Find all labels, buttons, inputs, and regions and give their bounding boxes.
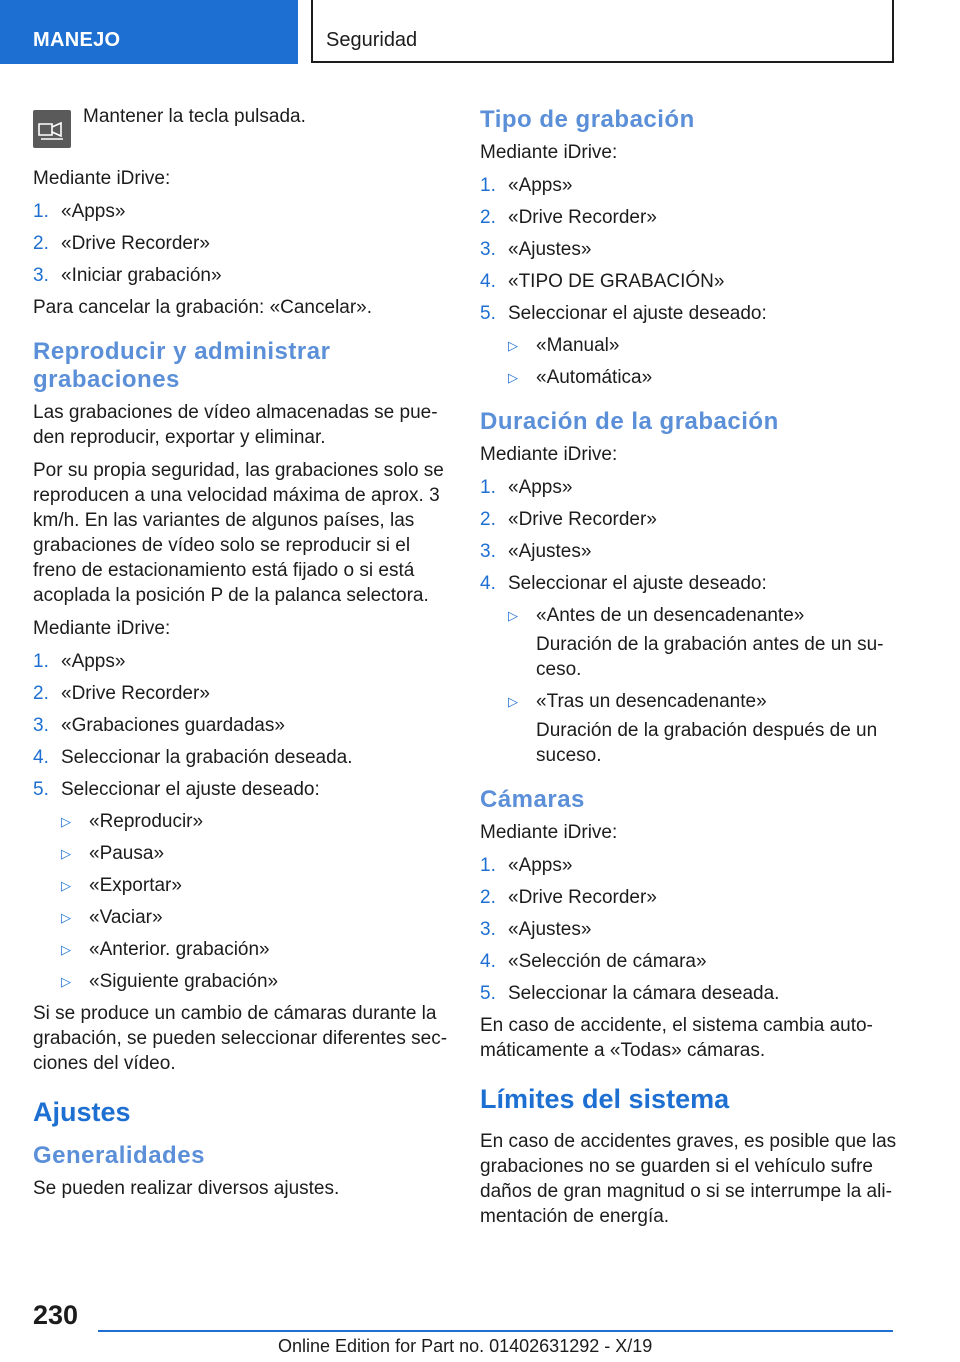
- step-number: 3.: [480, 919, 496, 940]
- step-number: 4.: [480, 271, 496, 292]
- option-item: [61, 809, 448, 834]
- triangle-bullet-icon: ▷: [61, 974, 71, 989]
- step-item: [480, 949, 900, 974]
- intro-text: Mantener la tecla pulsada.: [83, 106, 306, 127]
- step-text: «Drive Recorder»: [508, 887, 657, 908]
- option-text: «Vaciar»: [89, 907, 163, 928]
- triangle-bullet-icon: ▷: [508, 608, 518, 623]
- step-item: [480, 571, 900, 596]
- step-text: Seleccionar la cámara deseada.: [508, 983, 780, 1004]
- idrive-label: Mediante iDrive:: [33, 168, 171, 189]
- section-title: MANEJO: [33, 29, 121, 51]
- chapter-tab: [311, 0, 894, 63]
- option-text: «Siguiente grabación»: [89, 971, 279, 992]
- option-item: [508, 333, 900, 358]
- step-number: 2.: [480, 509, 496, 530]
- step-number: 4.: [480, 573, 496, 594]
- steps-list: [480, 475, 900, 596]
- intro-row: [33, 100, 448, 148]
- idrive-label: Mediante iDrive:: [33, 618, 171, 639]
- option-item: [61, 873, 448, 898]
- option-text: «Anterior. grabación»: [89, 939, 270, 960]
- page-number: 230: [33, 1300, 79, 1330]
- edition-text: Online Edition for Part no. 01402631292 - X/19: [278, 1336, 653, 1356]
- step-text: «Iniciar grabación»: [61, 265, 222, 286]
- heading-ajustes: Ajustes: [33, 1097, 131, 1127]
- step-item: [480, 507, 900, 532]
- step-item: [480, 173, 900, 198]
- option-text: «Automática»: [536, 367, 653, 388]
- step-text: «Apps»: [508, 175, 573, 196]
- left-column: [33, 100, 448, 1209]
- chapter-title: Seguridad: [326, 29, 418, 51]
- step-item: [33, 649, 448, 674]
- step-text: «TIPO DE GRABACIÓN»: [508, 271, 725, 292]
- heading-generalidades: Generalidades: [33, 1142, 205, 1169]
- step-number: 3.: [480, 541, 496, 562]
- triangle-bullet-icon: ▷: [61, 814, 71, 829]
- right-column: [480, 100, 900, 1237]
- triangle-bullet-icon: ▷: [61, 942, 71, 957]
- heading-reproducir: Reproducir y administrar grabaciones: [33, 338, 331, 393]
- step-item: [480, 539, 900, 564]
- step-item: [33, 263, 448, 288]
- option-item: [508, 689, 900, 768]
- step-item: [33, 713, 448, 738]
- step-number: 2.: [480, 207, 496, 228]
- paragraph: Si se produce un cambio de cámaras durante la grabación, se pueden seleccionar diferentes sec-ciones del vídeo.: [33, 1003, 448, 1074]
- paragraph: Las grabaciones de vídeo almacenadas se pue-den reproducir, exportar y eliminar.: [33, 402, 438, 448]
- step-text: Seleccionar la grabación deseada.: [61, 747, 353, 768]
- option-item: [508, 365, 900, 390]
- option-item: [61, 841, 448, 866]
- step-text: «Apps»: [508, 855, 573, 876]
- options-list: [480, 333, 900, 390]
- step-number: 1.: [480, 477, 496, 498]
- heading-limites: Límites del sistema: [480, 1084, 730, 1114]
- paragraph: Por su propia seguridad, las grabaciones solo se reproducen a una velocidad máxima de aprox. 3 km/h. En las variantes de algunos países, las grabaciones de vídeo solo se reproducir si el freno de estacionamiento está fijado o si está acoplada la posición P de la palanca selectora.: [33, 460, 444, 606]
- step-number: 1.: [480, 175, 496, 196]
- step-text: «Drive Recorder»: [61, 233, 210, 254]
- step-number: 2.: [33, 233, 49, 254]
- option-text: «Pausa»: [89, 843, 165, 864]
- step-item: [480, 237, 900, 262]
- steps-list: [480, 853, 900, 1006]
- step-item: [480, 885, 900, 910]
- step-item: [480, 853, 900, 878]
- step-item: [480, 475, 900, 500]
- step-number: 1.: [480, 855, 496, 876]
- heading-tipo: Tipo de grabación: [480, 106, 695, 133]
- option-item: [61, 969, 448, 994]
- step-item: [480, 269, 900, 294]
- step-text: Seleccionar el ajuste deseado:: [508, 303, 767, 324]
- step-text: «Apps»: [61, 651, 126, 672]
- step-item: [480, 981, 900, 1006]
- idrive-label: Mediante iDrive:: [480, 444, 618, 465]
- step-number: 4.: [480, 951, 496, 972]
- step-text: «Grabaciones guardadas»: [61, 715, 285, 736]
- option-description: Duración de la grabación después de un suceso.: [536, 720, 878, 766]
- step-text: «Ajustes»: [508, 239, 592, 260]
- step-number: 5.: [480, 303, 496, 324]
- step-number: 5.: [480, 983, 496, 1004]
- steps-list: [33, 649, 448, 802]
- heading-duracion: Duración de la grabación: [480, 408, 779, 435]
- step-text: «Drive Recorder»: [61, 683, 210, 704]
- step-text: Seleccionar el ajuste deseado:: [508, 573, 767, 594]
- step-text: «Drive Recorder»: [508, 207, 657, 228]
- paragraph: En caso de accidente, el sistema cambia auto-máticamente a «Todas» cámaras.: [480, 1015, 873, 1061]
- option-text: «Reproducir»: [89, 811, 204, 832]
- recorder-key-icon: [33, 110, 71, 148]
- step-item: [33, 681, 448, 706]
- step-item: [33, 199, 448, 224]
- option-item: [508, 603, 900, 682]
- option-text: «Antes de un desencadenante»: [536, 605, 805, 626]
- step-text: «Apps»: [61, 201, 126, 222]
- step-item: [33, 231, 448, 256]
- paragraph: En caso de accidentes graves, es posible que las grabaciones no se guarden si el vehículo sufre daños de gran magnitud o si se interrumpe la ali-mentación de energía.: [480, 1131, 897, 1227]
- step-number: 3.: [480, 239, 496, 260]
- triangle-bullet-icon: ▷: [508, 370, 518, 385]
- step-number: 3.: [33, 715, 49, 736]
- step-item: [33, 777, 448, 802]
- options-list: [480, 603, 900, 768]
- step-number: 2.: [480, 887, 496, 908]
- step-number: 4.: [33, 747, 49, 768]
- option-text: «Exportar»: [89, 875, 182, 896]
- step-item: [480, 205, 900, 230]
- cancel-text: Para cancelar la grabación: «Cancelar».: [33, 297, 373, 318]
- footer-divider: [98, 1330, 893, 1332]
- steps-list: [480, 173, 900, 326]
- step-number: 3.: [33, 265, 49, 286]
- step-text: «Ajustes»: [508, 541, 592, 562]
- idrive-label: Mediante iDrive:: [480, 822, 618, 843]
- option-item: [61, 905, 448, 930]
- option-text: «Tras un desencadenante»: [536, 691, 767, 712]
- paragraph: Se pueden realizar diversos ajustes.: [33, 1178, 340, 1199]
- section-tab: [0, 0, 298, 64]
- step-number: 2.: [33, 683, 49, 704]
- triangle-bullet-icon: ▷: [508, 338, 518, 353]
- option-description: Duración de la grabación antes de un su-ceso.: [536, 634, 884, 680]
- option-item: [61, 937, 448, 962]
- step-number: 1.: [33, 651, 49, 672]
- step-text: «Apps»: [508, 477, 573, 498]
- idrive-label: Mediante iDrive:: [480, 142, 618, 163]
- step-number: 5.: [33, 779, 49, 800]
- steps-list: [33, 199, 448, 288]
- triangle-bullet-icon: ▷: [61, 910, 71, 925]
- heading-camaras: Cámaras: [480, 786, 585, 813]
- step-item: [480, 917, 900, 942]
- triangle-bullet-icon: ▷: [508, 694, 518, 709]
- option-text: «Manual»: [536, 335, 620, 356]
- step-item: [480, 301, 900, 326]
- step-text: Seleccionar el ajuste deseado:: [61, 779, 320, 800]
- step-text: «Selección de cámara»: [508, 951, 707, 972]
- step-item: [33, 745, 448, 770]
- triangle-bullet-icon: ▷: [61, 846, 71, 861]
- step-text: «Drive Recorder»: [508, 509, 657, 530]
- step-text: «Ajustes»: [508, 919, 592, 940]
- options-list: [33, 809, 448, 994]
- step-number: 1.: [33, 201, 49, 222]
- triangle-bullet-icon: ▷: [61, 878, 71, 893]
